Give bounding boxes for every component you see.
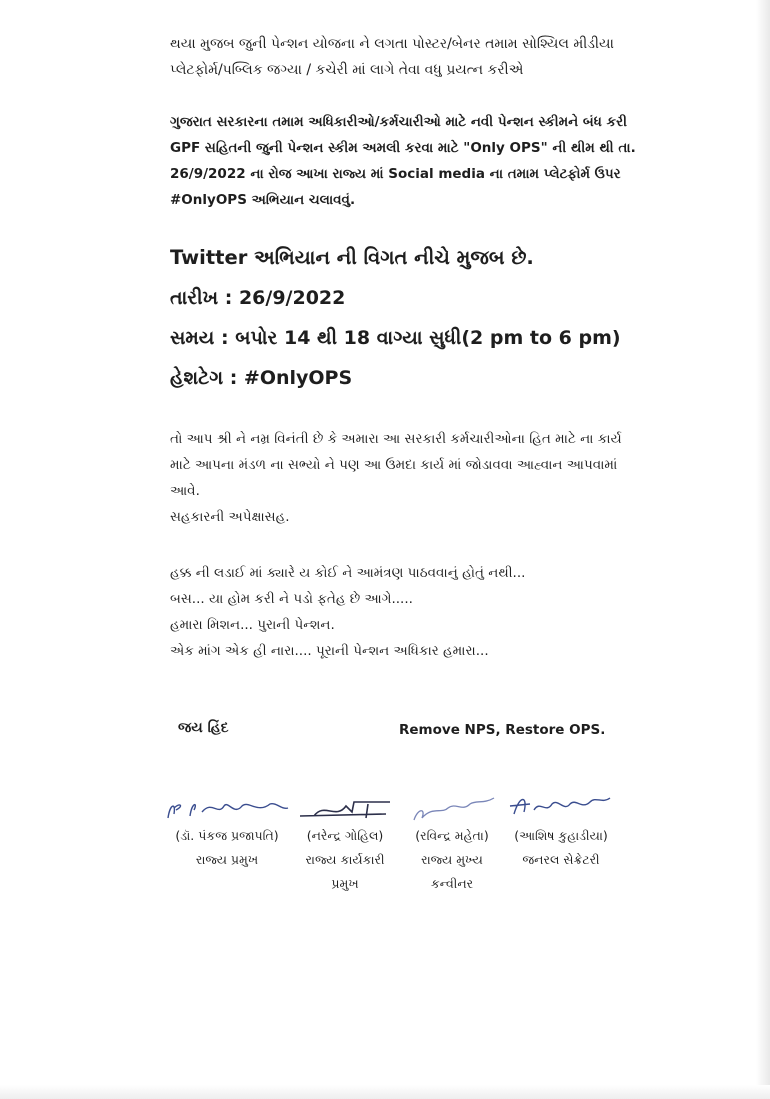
signatory-role: જનરલ સેક્રેટરી <box>522 852 600 867</box>
twitter-campaign-heading: Twitter અભિયાન ની વિગત નીચે મુજબ છે. <box>170 246 534 269</box>
intro-line: થયા મુજબ જુની પેન્શન યોજના ને લગતા પોસ્ટર/બેનર તમામ સોશ્યિલ મીડીયા <box>170 36 614 52</box>
signatory-1 <box>162 790 292 872</box>
signatory-role-continued: કન્વીનર <box>430 876 474 891</box>
handwritten-signature-3 <box>402 790 502 824</box>
request-line: સહકારની અપેક્ષાસહ. <box>170 509 290 525</box>
handwritten-signature-2 <box>290 790 400 824</box>
signatory-3 <box>402 790 502 896</box>
campaign-line: 26/9/2022 ના રોજ આખા રાજ્ય માં Social media ના તમામ પ્લેટફોર્મ ઉપર <box>170 166 621 182</box>
request-line: તો આપ શ્રી ને નમ્ર વિનંતી છે કે અમારા આ સરકારી કર્મચારીઓના હિત માટે ના કાર્ય <box>170 431 622 447</box>
slogan-line: હક્ક ની લડાઈ માં ક્યારે ય કોઈ ને આમંત્રણ પાઠવવાનું હોતું નથી... <box>170 565 526 581</box>
handwritten-signature-1 <box>162 790 292 824</box>
campaign-line: ગુજરાત સરકારના તમામ અધિકારીઓ/કર્મચારીઓ માટે નવી પેન્શન સ્કીમને બંધ કરી <box>170 114 627 130</box>
signatory-role: રાજ્ય પ્રમુખ <box>195 852 259 867</box>
campaign-time: સમય : બપોર 14 થી 18 વાગ્યા સુધી(2 pm to 6 pm) <box>170 327 621 349</box>
slogan-line: બસ... યા હોમ કરી ને પડો ફતેહ છે આગે..... <box>170 591 413 607</box>
intro-line: પ્લેટફોર્મ/પબ્લિક જગ્યા / કચેરી માં લાગે તેવા વધુ પ્રયત્ન કરીએ <box>170 62 524 78</box>
campaign-line: GPF સહિતની જુની પેન્શન સ્કીમ અમલી કરવા માટે "Only OPS" ની થીમ થી તા. <box>170 140 636 156</box>
closing-salutation: જય હિંદ <box>178 720 229 736</box>
handwritten-signature-4 <box>506 790 616 824</box>
signatory-name: (રવિન્દ્ર મહેતા) <box>415 828 489 843</box>
request-line: માટે આપના મંડળ ના સભ્યો ને પણ આ ઉમદા કાર્ય માં જોડાવવા આહ્વાન આપવામાં <box>170 457 618 473</box>
signatory-4 <box>506 790 616 872</box>
slogan-line: એક માંગ એક હી નારા.... પૂરાની પેન્શન અધિકાર હમારા... <box>170 643 489 659</box>
page-bottom-shadow <box>0 1085 770 1099</box>
campaign-date: તારીખ : 26/9/2022 <box>170 287 346 309</box>
intro-paragraph <box>170 31 735 83</box>
campaign-paragraph <box>170 109 735 213</box>
closing-slogan: Remove NPS, Restore OPS. <box>399 722 606 738</box>
signatory-name: (આશિષ કુહાડીયા) <box>514 828 608 843</box>
slogan-line: હમારા મિશન... પુરાની પેન્શન. <box>170 617 335 633</box>
campaign-line: #OnlyOPS અભિયાન ચલાવવું. <box>170 192 356 208</box>
signatory-role: રાજ્ય કાર્યકારી <box>305 852 385 867</box>
signatory-role-continued: પ્રમુખ <box>331 876 359 891</box>
slogan-paragraph <box>170 560 735 664</box>
request-line: આવે. <box>170 483 200 499</box>
signatory-role: રાજ્ય મુખ્ય <box>421 852 483 867</box>
signatory-name: (ડૉ. પંકજ પ્રજાપતિ) <box>175 828 279 843</box>
signatory-name: (નરેન્દ્ર ગોહિલ) <box>306 828 384 843</box>
page-edge-shadow <box>756 0 770 1099</box>
campaign-hashtag: હેશટેગ : #OnlyOPS <box>170 367 353 389</box>
request-paragraph <box>170 426 735 530</box>
signatory-2 <box>290 790 400 896</box>
